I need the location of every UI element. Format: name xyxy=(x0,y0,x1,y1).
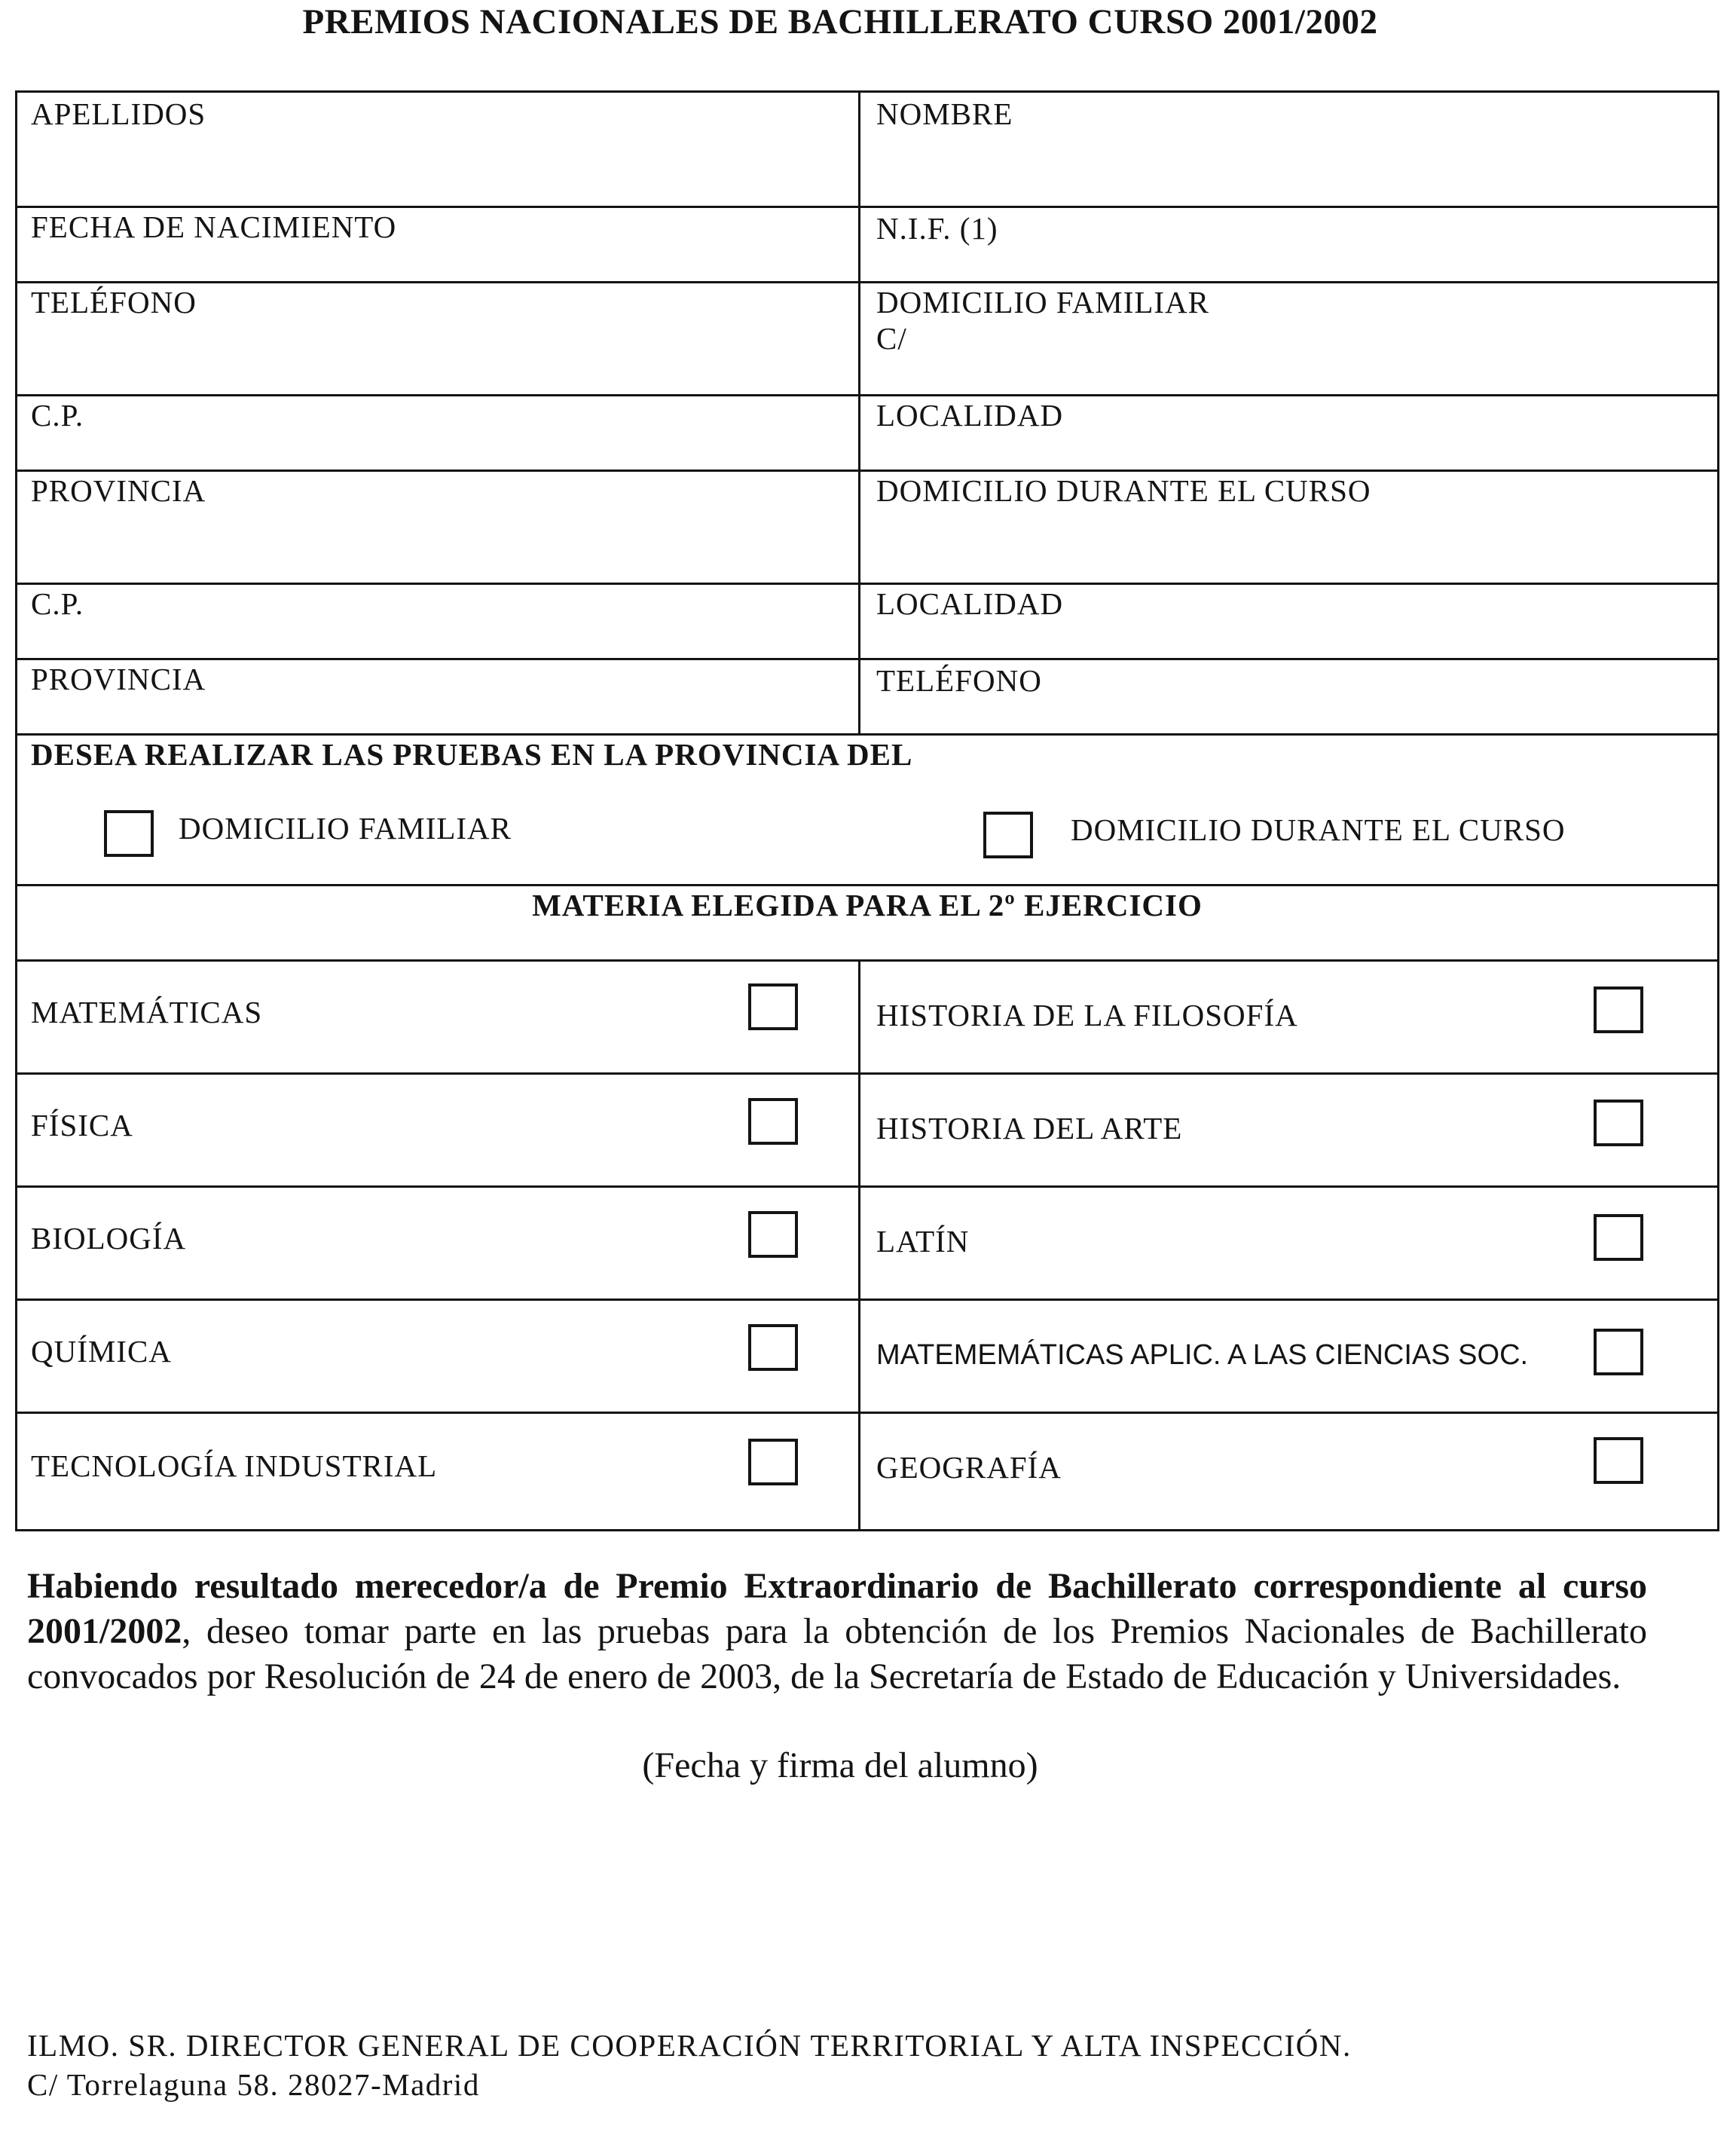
subject-matematicas: MATEMÁTICAS xyxy=(31,995,263,1029)
declaration-text: , deseo tomar parte en las pruebas para la obtención de los Premios Nacionales de Bachillerato convocados por Resolución de 24 de enero de 2003, de la Secretaría de Estado de Educación y Universidades. xyxy=(27,1611,1647,1696)
subject-fisica: FÍSICA xyxy=(31,1108,133,1143)
subject-checkbox[interactable] xyxy=(1594,1437,1643,1484)
cp-curso-label: C.P. xyxy=(31,586,84,621)
subject-tecnologia: TECNOLOGÍA INDUSTRIAL xyxy=(31,1448,438,1483)
subject-matematicas-aplicadas: MATEMEMÁTICAS APLIC. A LAS CIENCIAS SOC. xyxy=(876,1339,1529,1371)
divider xyxy=(17,1185,1717,1188)
domicilio-familiar-label: DOMICILIO FAMILIAR xyxy=(876,285,1210,320)
subject-checkbox[interactable] xyxy=(1594,1100,1643,1146)
divider xyxy=(17,394,1717,396)
subjects-heading: MATERIA ELEGIDA PARA EL 2º EJERCICIO xyxy=(532,888,1203,922)
subject-historia-arte: HISTORIA DEL ARTE xyxy=(876,1111,1183,1146)
provincia-curso-label: PROVINCIA xyxy=(31,662,206,696)
nif-label: N.I.F. (1) xyxy=(876,211,998,246)
subject-checkbox[interactable] xyxy=(1594,986,1643,1033)
divider xyxy=(17,281,1717,283)
column-divider xyxy=(858,93,860,733)
divider xyxy=(17,1299,1717,1301)
address: C/ Torrelaguna 58. 28027-Madrid xyxy=(27,2067,480,2102)
domicilio-curso-option: DOMICILIO DURANTE EL CURSO xyxy=(1071,812,1566,847)
subject-checkbox[interactable] xyxy=(1594,1214,1643,1261)
subject-latin: LATÍN xyxy=(876,1224,970,1259)
subject-geografia: GEOGRAFÍA xyxy=(876,1450,1062,1485)
subject-checkbox[interactable] xyxy=(748,1324,798,1371)
divider xyxy=(17,733,1717,736)
divider xyxy=(17,658,1717,660)
divider xyxy=(17,583,1717,585)
application-form xyxy=(15,90,1719,1531)
divider xyxy=(17,1412,1717,1414)
divider xyxy=(17,470,1717,472)
cp-label: C.P. xyxy=(31,398,84,433)
subject-checkbox[interactable] xyxy=(748,1439,798,1485)
nombre-label: NOMBRE xyxy=(876,96,1013,131)
telefono-label: TELÉFONO xyxy=(31,285,197,320)
domicilio-familiar-checkbox[interactable] xyxy=(104,810,154,857)
fecha-nacimiento-label: FECHA DE NACIMIENTO xyxy=(31,210,397,244)
subject-biologia: BIOLOGÍA xyxy=(31,1221,187,1256)
column-divider xyxy=(858,959,860,1529)
subject-checkbox[interactable] xyxy=(1594,1329,1643,1375)
provincia-label: PROVINCIA xyxy=(31,473,206,508)
localidad-curso-label: LOCALIDAD xyxy=(876,586,1064,621)
form-title: PREMIOS NACIONALES DE BACHILLERATO CURSO 2001/2002 xyxy=(302,2,1378,41)
telefono-curso-label: TELÉFONO xyxy=(876,663,1042,698)
localidad-label: LOCALIDAD xyxy=(876,398,1064,433)
province-heading: DESEA REALIZAR LAS PRUEBAS EN LA PROVINCIA DEL xyxy=(31,737,913,772)
apellidos-label: APELLIDOS xyxy=(31,96,206,131)
subject-checkbox[interactable] xyxy=(748,1098,798,1145)
subject-checkbox[interactable] xyxy=(748,983,798,1030)
domicilio-familiar-option: DOMICILIO FAMILIAR xyxy=(179,811,512,846)
subject-historia-filosofia: HISTORIA DE LA FILOSOFÍA xyxy=(876,998,1298,1032)
signature-note: (Fecha y firma del alumno) xyxy=(642,1745,1038,1785)
divider xyxy=(17,1072,1717,1075)
recipient: ILMO. SR. DIRECTOR GENERAL DE COOPERACIÓN TERRITORIAL Y ALTA INSPECCIÓN. xyxy=(27,2028,1352,2063)
domicilio-curso-label: DOMICILIO DURANTE EL CURSO xyxy=(876,473,1371,508)
divider xyxy=(17,206,1717,208)
subject-quimica: QUÍMICA xyxy=(31,1334,172,1369)
declaration-paragraph xyxy=(27,1564,1647,1699)
divider xyxy=(17,959,1717,962)
subject-checkbox[interactable] xyxy=(748,1211,798,1258)
divider xyxy=(17,884,1717,886)
declaration-bold: Habiendo resultado merecedor/a de Premio Extraordinario de Bachillerato correspondiente al curso 2001/2002 xyxy=(27,1566,1647,1651)
domicilio-curso-checkbox[interactable] xyxy=(983,812,1033,858)
domicilio-calle-label: C/ xyxy=(876,321,907,356)
